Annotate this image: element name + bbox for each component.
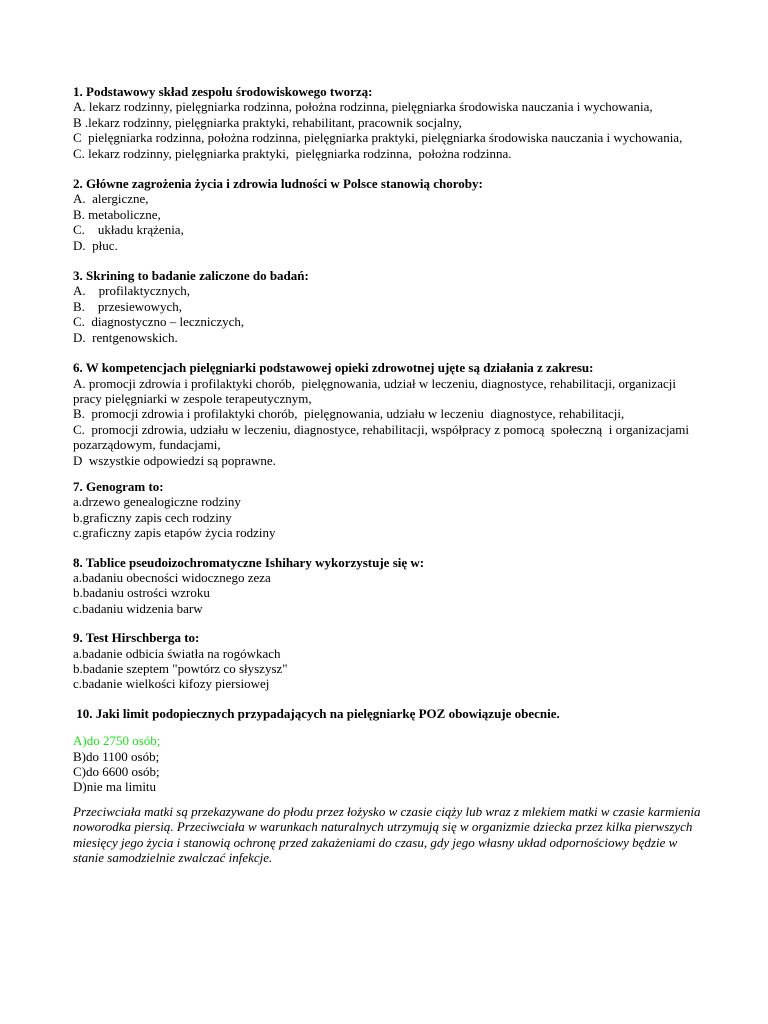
answer-option: C)do 6600 osób; (73, 764, 160, 780)
answer-option: B)do 1100 osób; (73, 748, 160, 764)
answer-option: c.graficzny zapis etapów życia rodziny (73, 525, 276, 541)
answer-option: D wszystkie odpowiedzi są poprawne. (73, 452, 276, 468)
question-9 (73, 630, 703, 692)
question-title: 10. Jaki limit podopiecznych przypadających na pielęgniarkę POZ obowiązuje obecnie. (73, 705, 560, 721)
answer-option: a.badanie odbicia światła na rogówkach (73, 645, 281, 661)
answer-option: A. promocji zdrowia i profilaktyki chorób, pielęgnowania, udział w leczeniu, diagnostyce, rehabilitacji, organizacji pracy pielęgniarki w zespole terapeutycznym, (73, 375, 680, 406)
answer-option: C. promocji zdrowia, udziału w leczeniu, diagnostyce, rehabilitacji, współpracy z pomocą społeczną i organizacjami pozarządowym, fundacjami, (73, 421, 693, 453)
answer-option: a.badaniu obecności widocznego zeza (73, 569, 271, 585)
answer-option: D. rentgenowskich. (73, 329, 178, 345)
answer-option-correct: A)do 2750 osób; (73, 733, 161, 749)
answer-option: C. diagnostyczno – leczniczych, (73, 314, 245, 330)
answer-option: b.badaniu ostrości wzroku (73, 585, 210, 601)
answer-option: B. promocji zdrowia i profilaktyki chorób, pielęgnowania, udziału w leczeniu diagnostyce, rehabilitacji, (73, 406, 625, 422)
question-8 (73, 555, 703, 617)
answer-option: a.drzewo genealogiczne rodziny (73, 494, 241, 510)
answer-option: D)nie ma limitu (73, 779, 157, 795)
answer-option: A. alergiczne, (73, 191, 149, 207)
answer-option: b.graficzny zapis cech rodziny (73, 509, 232, 525)
question-7 (73, 479, 703, 541)
question-1 (73, 84, 703, 161)
answer-option: C. układu krążenia, (73, 222, 184, 238)
question-title: 6. W kompetencjach pielęgniarki podstawowej opieki zdrowotnej ujęte są działania z zakresu: (73, 360, 594, 376)
answer-option: B. przesiewowych, (73, 298, 183, 314)
question-3 (73, 268, 703, 345)
question-title: 7. Genogram to: (73, 478, 164, 494)
question-title: 8. Tablice pseudoizochromatyczne Ishihary wykorzystuje się w: (73, 554, 425, 570)
question-title: 9. Test Hirschberga to: (73, 630, 200, 646)
answer-option: D. płuc. (73, 237, 118, 253)
answer-option: b.badanie szeptem "powtórz co słyszysz" (73, 661, 288, 676)
document-page (73, 84, 703, 865)
answer-option: c.badaniu widzenia barw (73, 600, 203, 616)
answer-option: A. lekarz rodzinny, pielęgniarka rodzinna, położna rodzinna, pielęgniarka środowiska nauczania i wychowania, (73, 99, 653, 115)
answer-option: C. lekarz rodzinny, pielęgniarka praktyki, pielęgniarka rodzinna, położna rodzinna. (73, 145, 512, 161)
question-title: 3. Skrining to badanie zaliczone do badań: (73, 268, 309, 284)
answer-option: B .lekarz rodzinny, pielęgniarka praktyki, rehabilitant, pracownik socjalny, (73, 114, 462, 130)
answer-option: A. profilaktycznych, (73, 283, 190, 299)
question-2 (73, 176, 703, 253)
question-title: 2. Główne zagrożenia życia i zdrowia ludności w Polsce stanowią choroby: (73, 176, 483, 192)
answer-option: c.badanie wielkości kifozy piersiowej (73, 676, 270, 692)
answer-option: C pielęgniarka rodzinna, położna rodzinna, pielęgniarka praktyki, pielęgniarka środowiska nauczania i wychowania, (73, 130, 683, 146)
question-10 (73, 706, 703, 795)
question-6 (73, 360, 703, 468)
answer-option: B. metaboliczne, (73, 206, 161, 222)
antibody-note-paragraph: Przeciwciała matki są przekazywane do płodu przez łożysko w czasie ciąży lub wraz z mlekiem matki w czasie karmienia noworodka piersią. Przeciwciała w warunkach naturalnych utrzymują się w organizmie dziecka przez kilka pierwszych miesięcy jego życia i stanowią ochronę przed zakażeniami do czasu, gdy jego własny układ odpornościowy będzie w stanie samodzielnie zwalczać infekcje. (73, 803, 701, 866)
question-title: 1. Podstawowy skład zespołu środowiskowego tworzą: (73, 84, 373, 99)
